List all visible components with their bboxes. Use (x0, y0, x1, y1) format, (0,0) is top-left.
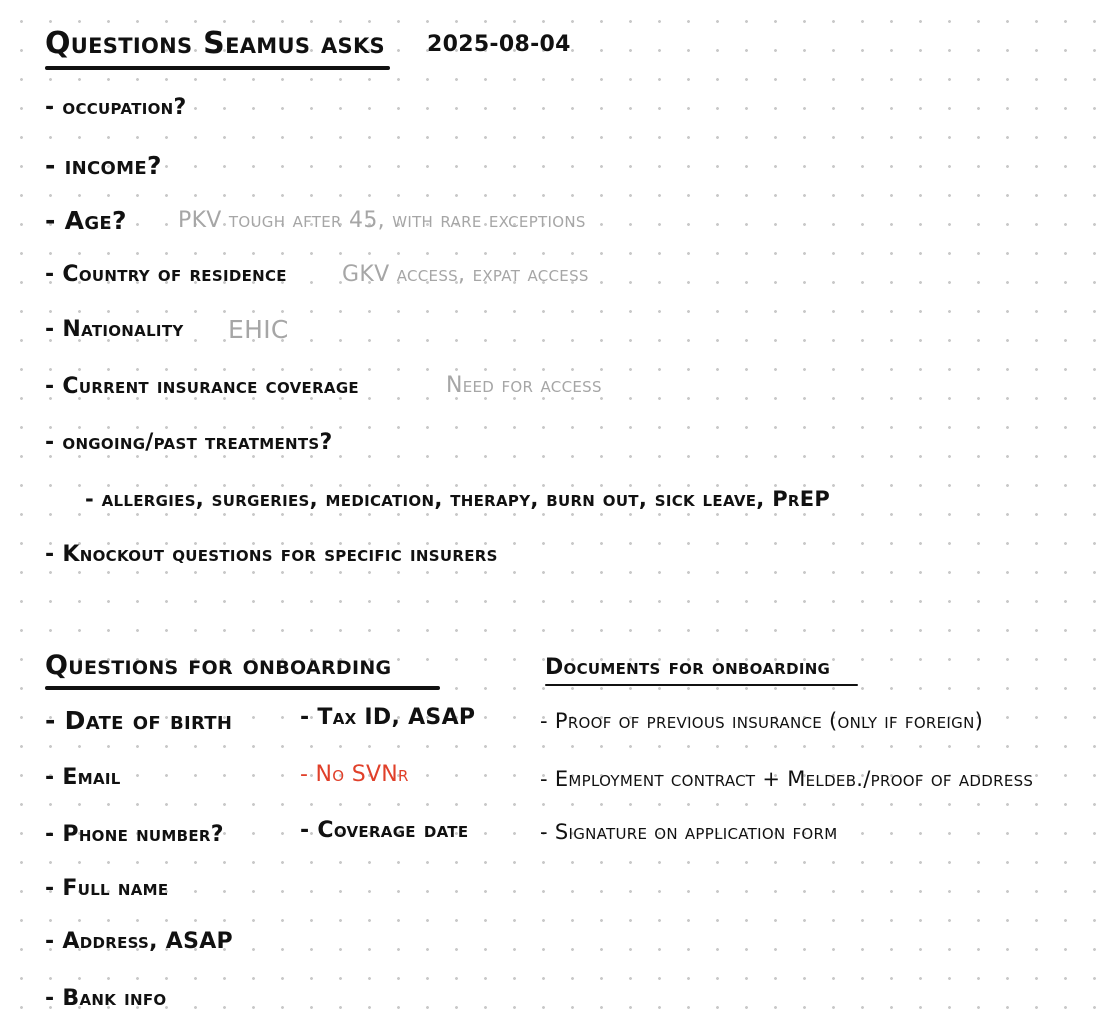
section2-title: Questions for onboarding (45, 650, 392, 681)
section3-title: Documents for onboarding (545, 655, 831, 680)
list-item: - Coverage date (300, 818, 469, 843)
list-item: - Knockout questions for specific insurers (45, 542, 498, 567)
list-item: - occupation? (45, 95, 187, 120)
list-item: - Date of birth (45, 706, 233, 735)
list-item: - Current insurance coverage (45, 374, 359, 399)
section1-title-underline (45, 66, 390, 70)
list-item-note: EHIC (228, 315, 289, 344)
section1-date: 2025-08-04 (427, 32, 571, 57)
list-item: - income? (45, 151, 162, 180)
sub-list-item: - allergies, surgeries, medication, therapy, burn out, sick leave, PrEP (85, 487, 831, 511)
list-item-note: GKV access, expat access (342, 262, 589, 287)
list-item: - Country of residence (45, 262, 287, 287)
section3-title-underline (545, 684, 858, 686)
list-item: - Full name (45, 876, 169, 901)
list-item: - Address, ASAP (45, 929, 233, 954)
section2-title-underline (45, 686, 440, 690)
list-item: - Bank info (45, 986, 167, 1011)
list-item: - Email (45, 765, 121, 790)
list-item: - ongoing/past treatments? (45, 430, 333, 455)
list-item-note: Need for access (446, 373, 602, 398)
list-item-flagged: - No SVNr (300, 762, 409, 787)
list-item: - Nationality (45, 317, 184, 342)
list-item: - Employment contract + Meldeb./proof of address (540, 767, 1034, 791)
list-item: - Signature on application form (540, 820, 838, 844)
section1-title: Questions Seamus asks (45, 26, 385, 61)
list-item: - Phone number? (45, 822, 224, 847)
list-item-note: PKV tough after 45, with rare exceptions (178, 208, 586, 233)
list-item: - Proof of previous insurance (only if foreign) (540, 709, 984, 733)
list-item: - Tax ID, ASAP (300, 705, 476, 730)
list-item: - Age? (45, 206, 127, 235)
